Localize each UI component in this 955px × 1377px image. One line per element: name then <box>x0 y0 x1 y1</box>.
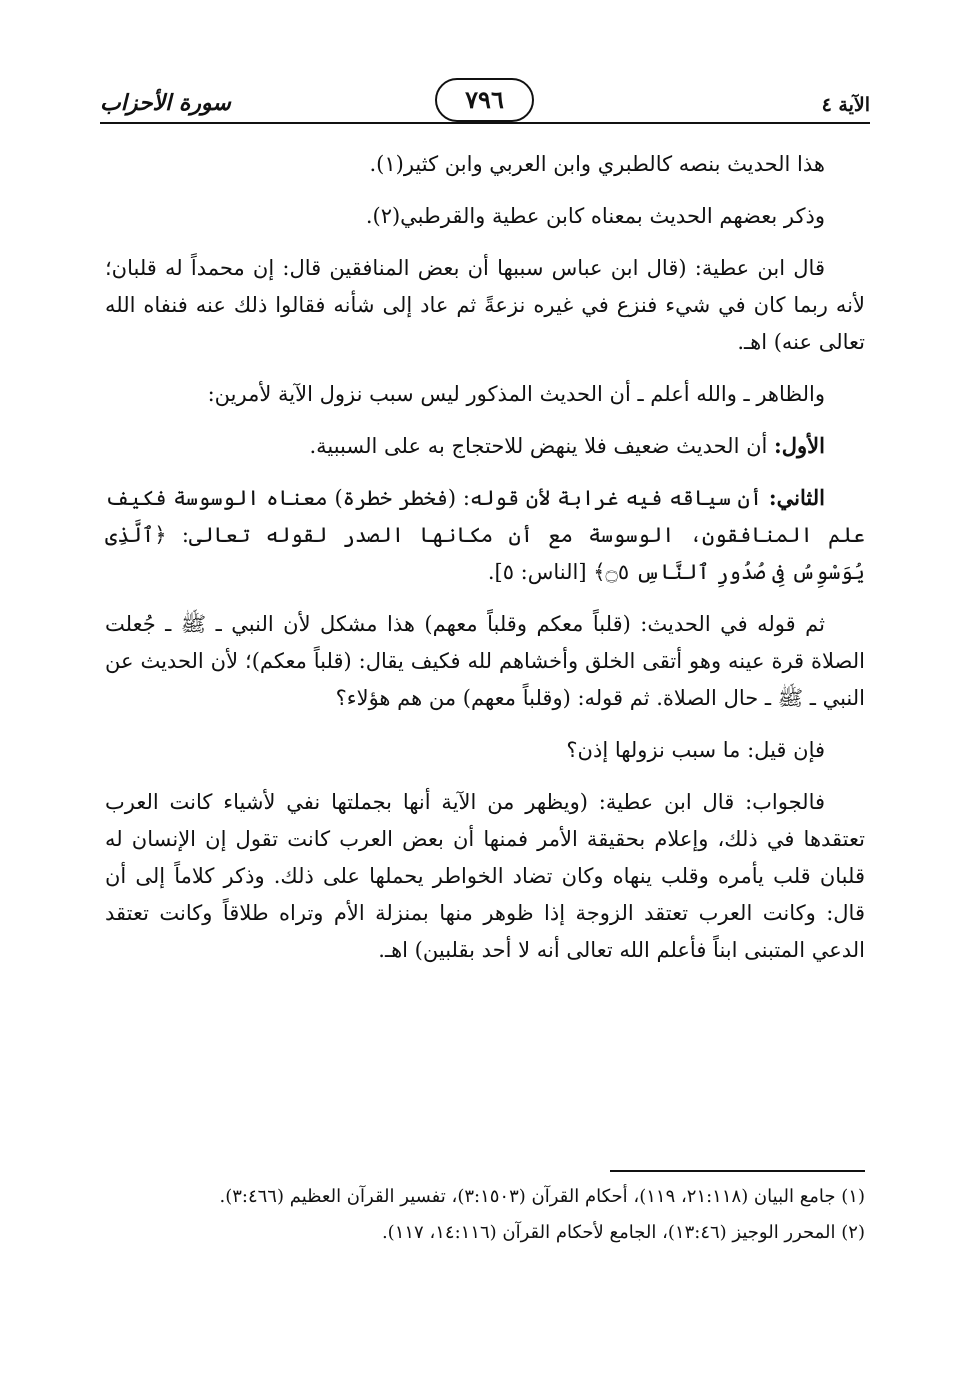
footnote-2: (٢) المحرر الوجيز (١٣:٤٦)، الجامع لأحكام القرآن (١٤:١١٦، ١١٧). <box>381 1222 865 1243</box>
footnote-1: (١) جامع البيان (٢١:١١٨، ١١٩)، أحكام القرآن (٣:١٥٠٣)، تفسير القرآن العظيم (٣:٤٦٦). <box>219 1186 865 1207</box>
paragraph: الثاني: أن سياقه فيه غرابة لأن قوله: (فخطر خطرة) معناه الوسوسة فكيف علم المنافقون، الوسوسة مع أن مكانها الصدر لقوله تعالى: ﴿ٱلَّذِى يُوَسْوِسُ فِى صُدُورِ ٱلنَّاسِ ۝٥﴾ [الناس: ٥]. <box>105 485 865 584</box>
paragraph: الأول: أن الحديث ضعيف فلا ينهض للاحتجاج به على السببية. <box>309 433 825 458</box>
paragraph: هذا الحديث بنصه كالطبري وابن العربي وابن كثير(١). <box>369 152 825 176</box>
paragraph: فإن قيل: ما سبب نزولها إذن؟ <box>566 738 825 762</box>
verse-label: الآية ٤ <box>821 94 870 116</box>
footnote-separator <box>610 1170 865 1172</box>
paragraph: والظاهر ـ والله أعلم ـ أن الحديث المذكور ليس سبب نزول الآية لأمرين: <box>207 382 825 406</box>
footnotes <box>105 1182 865 1254</box>
paragraph: ثم قوله في الحديث: (قلباً معكم وقلباً معهم) هذا مشكل لأن النبي ـ ﷺ ـ جُعلت الصلاة قرة عينه وهو أتقى الخلق وأخشاهم لله فكيف يقال: (قلباً معكم)؛ لأن الحديث عن النبي ـ ﷺ ـ حال الصلاة. ثم قوله: (وقلباً معهم) من هم هؤلاء؟ <box>105 612 865 710</box>
paragraph: فالجواب: قال ابن عطية: (ويظهر من الآية أنها بجملتها نفي لأشياء كانت العرب تعتقدها في ذلك، وإعلام بحقيقة الأمر فمنها أن بعض العرب كانت تقول إن الإنسان له قلبان قلب يأمره وقلب ينهاه وكان تضاد الخواطر يحملها على ذلك. وذكر كلاماً إلى أن قال: وكانت العرب تعتقد الزوجة إذا ظوهر منها بمنزلة الأم وتراه طلاقاً وكانت تعتقد الدعي المتبنى ابناً فأعلم الله تعالى أنه لا أحد بقلبين) اهـ. <box>105 790 865 962</box>
paragraph-lead: الأول: <box>774 433 825 458</box>
paragraph-lead: الثاني: <box>768 485 825 510</box>
header-rule <box>100 122 870 124</box>
paragraph: وذكر بعضهم الحديث بمعناه كابن عطية والقرطبي(٢). <box>365 204 825 228</box>
main-text <box>105 145 865 983</box>
surah-name: سورة الأحزاب <box>100 90 231 116</box>
page-number: ٧٩٦ <box>435 78 534 122</box>
paragraph: قال ابن عطية: (قال ابن عباس سببها أن بعض المنافقين قال: إن محمداً له قلبان؛ لأنه ربما كان في شيء فنزع في غيره نزعةً ثم عاد إلى شأنه فقالوا ذلك عنه فنفاه الله تعالى عنه) اهـ. <box>105 256 865 354</box>
